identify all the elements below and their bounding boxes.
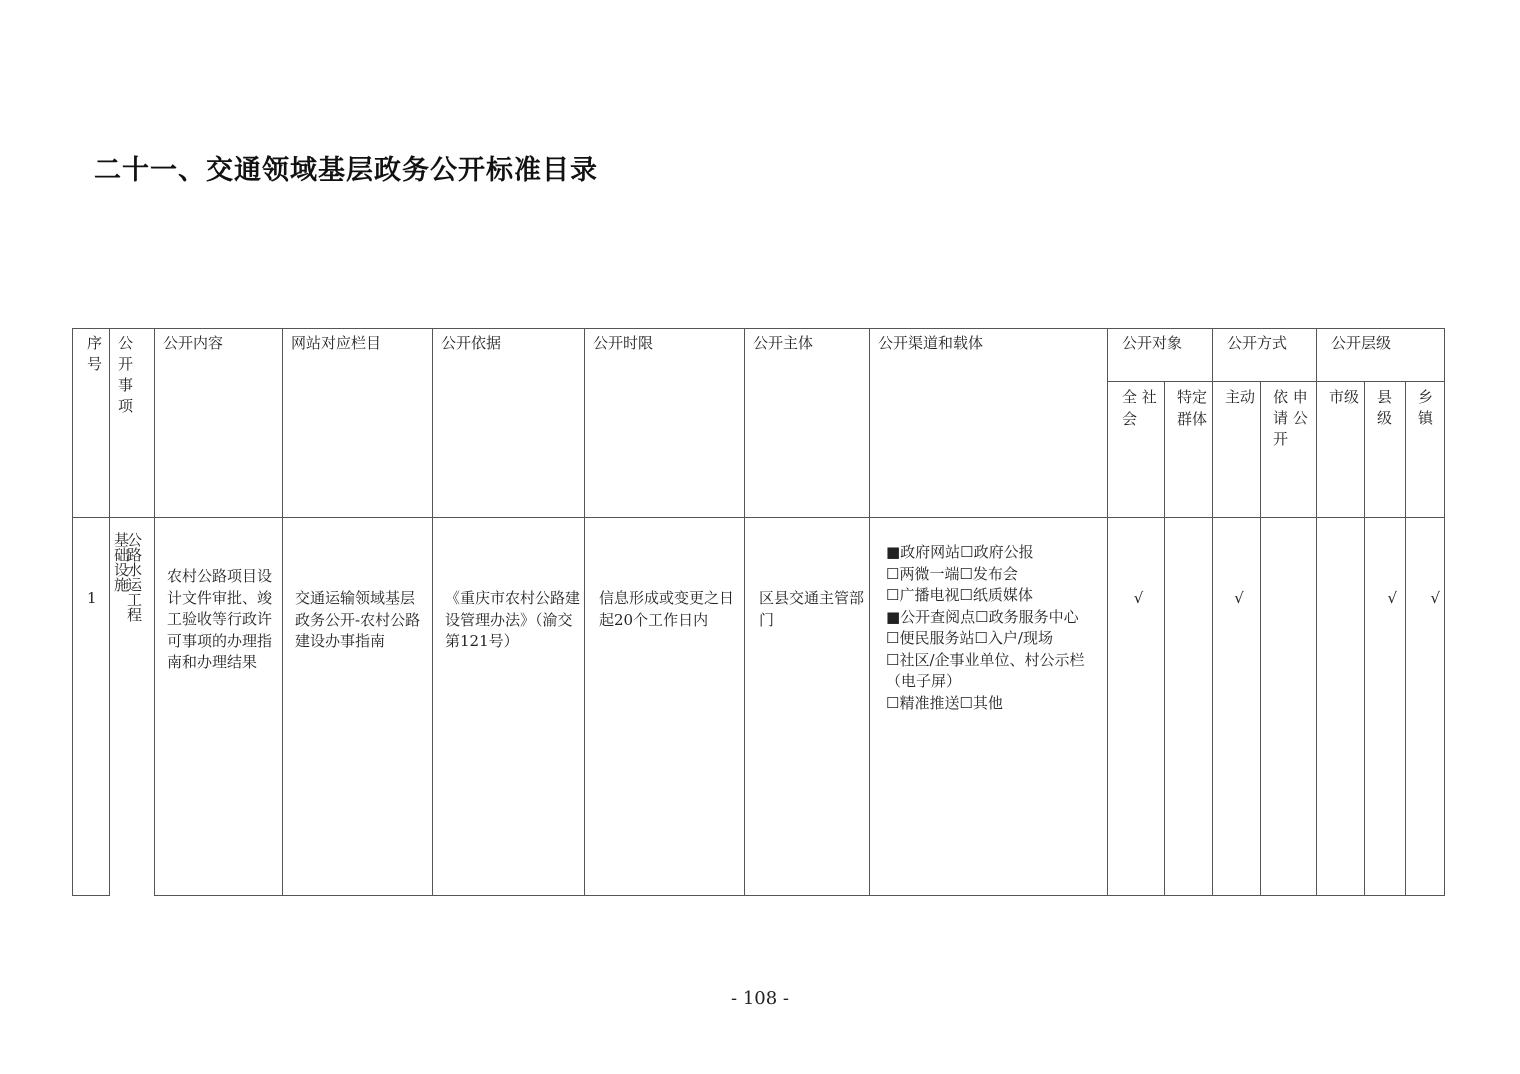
row-seq: 1 [73, 518, 110, 896]
header-basis: 公开依据 [433, 329, 585, 518]
row-level-town: √ [1406, 518, 1445, 896]
row-target-all: √ [1108, 518, 1165, 896]
row-channel: ■政府网站☐政府公报 ☐两微一端☐发布会 ☐广播电视☐纸质媒体 ■公开查阅点☐政务服务中心 ☐便民服务站☐入户/现场 ☐社区/企事业单位、村公示栏（电子屏） ☐精准推送☐其他 [870, 518, 1108, 896]
header-method-active: 主动 [1213, 382, 1261, 518]
header-level: 公开层级 [1317, 329, 1445, 382]
header-target: 公开对象 [1108, 329, 1213, 382]
row-target-specific [1165, 518, 1213, 896]
header-method: 公开方式 [1213, 329, 1317, 382]
row-content: 农村公路项目设计文件审批、竣工验收等行政许可事项的办理指南和办理结果 [155, 518, 283, 896]
row-item: 公路水运工程基础设施 [110, 518, 155, 896]
table-row [73, 518, 1445, 896]
row-method-active: √ [1213, 518, 1261, 896]
header-column: 网站对应栏目 [283, 329, 433, 518]
row-basis: 《重庆市农村公路建设管理办法》（渝交第121号） [433, 518, 585, 896]
header-level-city: 市级 [1317, 382, 1365, 518]
header-channel: 公开渠道和载体 [870, 329, 1108, 518]
header-level-town: 乡镇 [1406, 382, 1445, 518]
header-target-specific: 特定群体 [1165, 382, 1213, 518]
row-subject: 区县交通主管部门 [745, 518, 870, 896]
row-method-apply [1261, 518, 1317, 896]
header-item: 公开事项 [110, 329, 155, 518]
header-row-1 [73, 329, 1445, 382]
header-seq: 序号 [73, 329, 110, 518]
header-time-limit: 公开时限 [585, 329, 745, 518]
catalog-table [72, 328, 1445, 896]
row-column: 交通运输领域基层政务公开-农村公路建设办事指南 [283, 518, 433, 896]
header-level-county: 县级 [1365, 382, 1406, 518]
row-level-city [1317, 518, 1365, 896]
page-number: - 108 - [731, 988, 789, 1009]
header-content: 公开内容 [155, 329, 283, 518]
header-subject: 公开主体 [745, 329, 870, 518]
header-method-apply: 依 申请 公开 [1261, 382, 1317, 518]
page-title: 二十一、交通领域基层政务公开标准目录 [94, 155, 598, 186]
row-time-limit: 信息形成或变更之日起20个工作日内 [585, 518, 745, 896]
row-level-county: √ [1365, 518, 1406, 896]
header-target-all: 全 社会 [1108, 382, 1165, 518]
